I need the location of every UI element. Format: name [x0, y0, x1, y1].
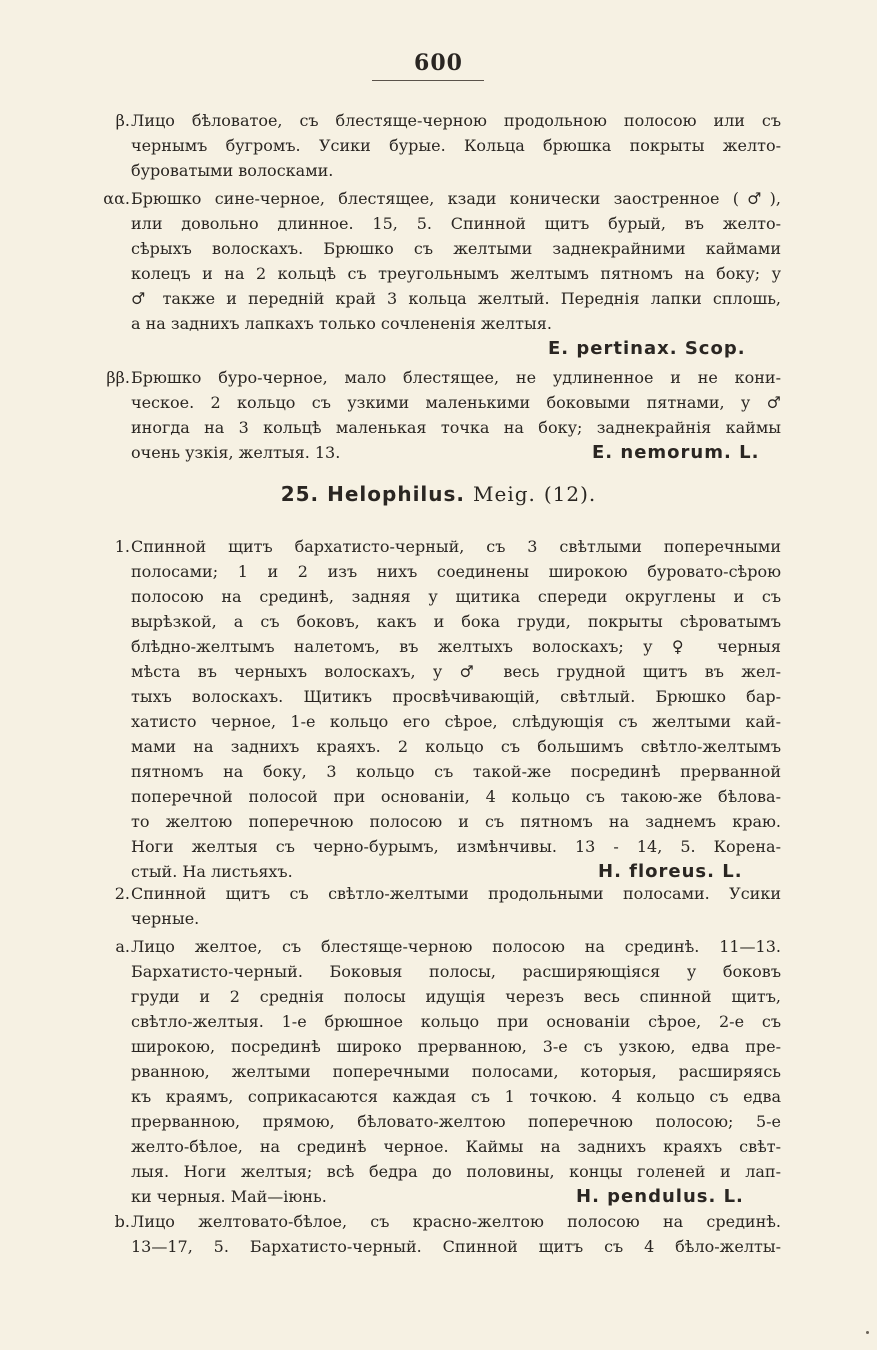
text-line: очень узкія, желтыя. 13. — [131, 443, 341, 462]
species-count: (12). — [543, 482, 597, 506]
text-line: свѣтло-желтыя. 1-е брюшное кольцо при основаніи сѣрое, 2-е съ — [131, 1012, 781, 1031]
section-number: 25. — [280, 482, 320, 506]
text-line: стый. На листьяхъ. — [131, 862, 293, 881]
species-name: E. pertinax. Scop. — [548, 338, 746, 359]
print-speck — [866, 1331, 869, 1334]
text-line: колецъ и на 2 кольцѣ съ треугольнымъ желтымъ пятномъ на боку; у — [131, 264, 781, 283]
entry-marker: 1. — [114, 537, 130, 556]
text-line: Лицо бѣловатое, съ блестяще-черною продольною полосою или съ — [131, 111, 781, 130]
entry-marker: a. — [115, 937, 130, 956]
text-line: широкою, посрединѣ широко прерванною, 3-е съ узкою, едва пре- — [131, 1037, 781, 1056]
text-line: Бархатисто-черный. Боковыя полосы, расширяющіяся у боковъ — [131, 962, 781, 981]
text-line: лыя. Ноги желтыя; всѣ бедра до половины, концы голеней и лап- — [131, 1162, 781, 1181]
species-name: E. nemorum. L. — [592, 442, 760, 463]
text-line: Брюшко буро-черное, мало блестящее, не удлиненное и не кони- — [131, 368, 781, 387]
text-line: мѣста въ черныхъ волоскахъ, у ♂ весь грудной щитъ въ жел- — [131, 662, 781, 681]
text-line: блѣдно-желтымъ налетомъ, въ желтыхъ волоскахъ; у ♀ черныя — [131, 637, 781, 656]
text-line: желто-бѣлое, на срединѣ черное. Каймы на заднихъ краяхъ свѣт- — [131, 1137, 781, 1156]
text-line: рванною, желтыми поперечными полосами, которыя, расширяясь — [131, 1062, 781, 1081]
text-line: полосою на срединѣ, задняя у щитика спереди округлены и съ — [131, 587, 781, 606]
text-line: Спинной щитъ бархатисто-черный, съ 3 свѣтлыми поперечными — [131, 537, 781, 556]
entry-marker: αα. — [103, 189, 130, 208]
text-line: ♂ также и передній край 3 кольца желтый. Переднія лапки сплошь, — [131, 289, 781, 308]
genus-author: Meig. — [473, 482, 536, 506]
text-line: поперечной полосой при основаніи, 4 кольцо съ такою-же бѣлова- — [131, 787, 781, 806]
text-line: хатисто черное, 1-е кольцо его сѣрое, слѣдующія съ желтыми кай- — [131, 712, 781, 731]
text-line: Брюшко сине-черное, блестящее, кзади конически заостренное (♂), — [131, 189, 781, 208]
genus-name: Helophilus. — [327, 482, 466, 506]
text-line: Лицо желтовато-бѣлое, съ красно-желтою полосою на срединѣ. — [131, 1212, 781, 1231]
text-line: 13—17, 5. Бархатисто-черный. Спинной щитъ съ 4 бѣло-желты- — [131, 1237, 781, 1256]
text-line: иногда на 3 кольцѣ маленькая точка на боку; заднекрайнія каймы — [131, 418, 781, 437]
text-line: сѣрыхъ волоскахъ. Брюшко съ желтыми заднекрайними каймами — [131, 239, 781, 258]
text-line: мами на заднихъ краяхъ. 2 кольцо съ большимъ свѣтло-желтымъ — [131, 737, 781, 756]
text-line: прерванною, прямою, бѣловато-желтою поперечною полосою; 5-е — [131, 1112, 781, 1131]
entry-marker: b. — [114, 1212, 130, 1231]
text-line: чернымъ бугромъ. Усики бурые. Кольца брюшка покрыты желто- — [131, 136, 781, 155]
text-line: то желтою поперечною полосою и съ пятномъ на заднемъ краю. — [131, 812, 781, 831]
page-number-rule — [372, 80, 484, 81]
text-line: ки черныя. Май—іюнь. — [131, 1187, 327, 1206]
species-name: H. floreus. L. — [598, 861, 743, 882]
text-line: или довольно длинное. 15, 5. Спинной щитъ бурый, въ желто- — [131, 214, 781, 233]
text-line: Спинной щитъ съ свѣтло-желтыми продольными полосами. Усики — [131, 884, 781, 903]
text-line: черные. — [131, 909, 200, 928]
text-line: груди и 2 среднія полосы идущія черезъ весь спинной щитъ, — [131, 987, 781, 1006]
section-heading — [0, 482, 877, 506]
text-line: Лицо желтое, съ блестяще-черною полосою на срединѣ. 11—13. — [131, 937, 781, 956]
entry-marker: 2. — [114, 884, 130, 903]
text-line: полосами; 1 и 2 изъ нихъ соединены широкою буровато-сѣрою — [131, 562, 781, 581]
text-line: тыхъ волоскахъ. Щитикъ просвѣчивающій, свѣтлый. Брюшко бар- — [131, 687, 781, 706]
page-number: 600 — [414, 50, 463, 76]
text-line: пятномъ на боку, 3 кольцо съ такой-же посрединѣ прерванной — [131, 762, 781, 781]
text-line: ческое. 2 кольцо съ узкими маленькими боковыми пятнами, у ♂ — [131, 393, 781, 412]
entry-marker: β. — [115, 111, 130, 130]
text-line: вырѣзкой, а съ боковъ, какъ и бока груди, покрыты сѣроватымъ — [131, 612, 781, 631]
text-line: буроватыми волосками. — [131, 161, 334, 180]
species-name: H. pendulus. L. — [576, 1186, 744, 1207]
text-line: Ноги желтыя съ черно-бурымъ, измѣнчивы. 13 - 14, 5. Корена- — [131, 837, 781, 856]
text-line: къ краямъ, соприкасаются каждая съ 1 точкою. 4 кольцо съ едва — [131, 1087, 781, 1106]
entry-marker: ββ. — [106, 368, 130, 387]
text-line: а на заднихъ лапкахъ только сочлененія желтыя. — [131, 314, 552, 333]
